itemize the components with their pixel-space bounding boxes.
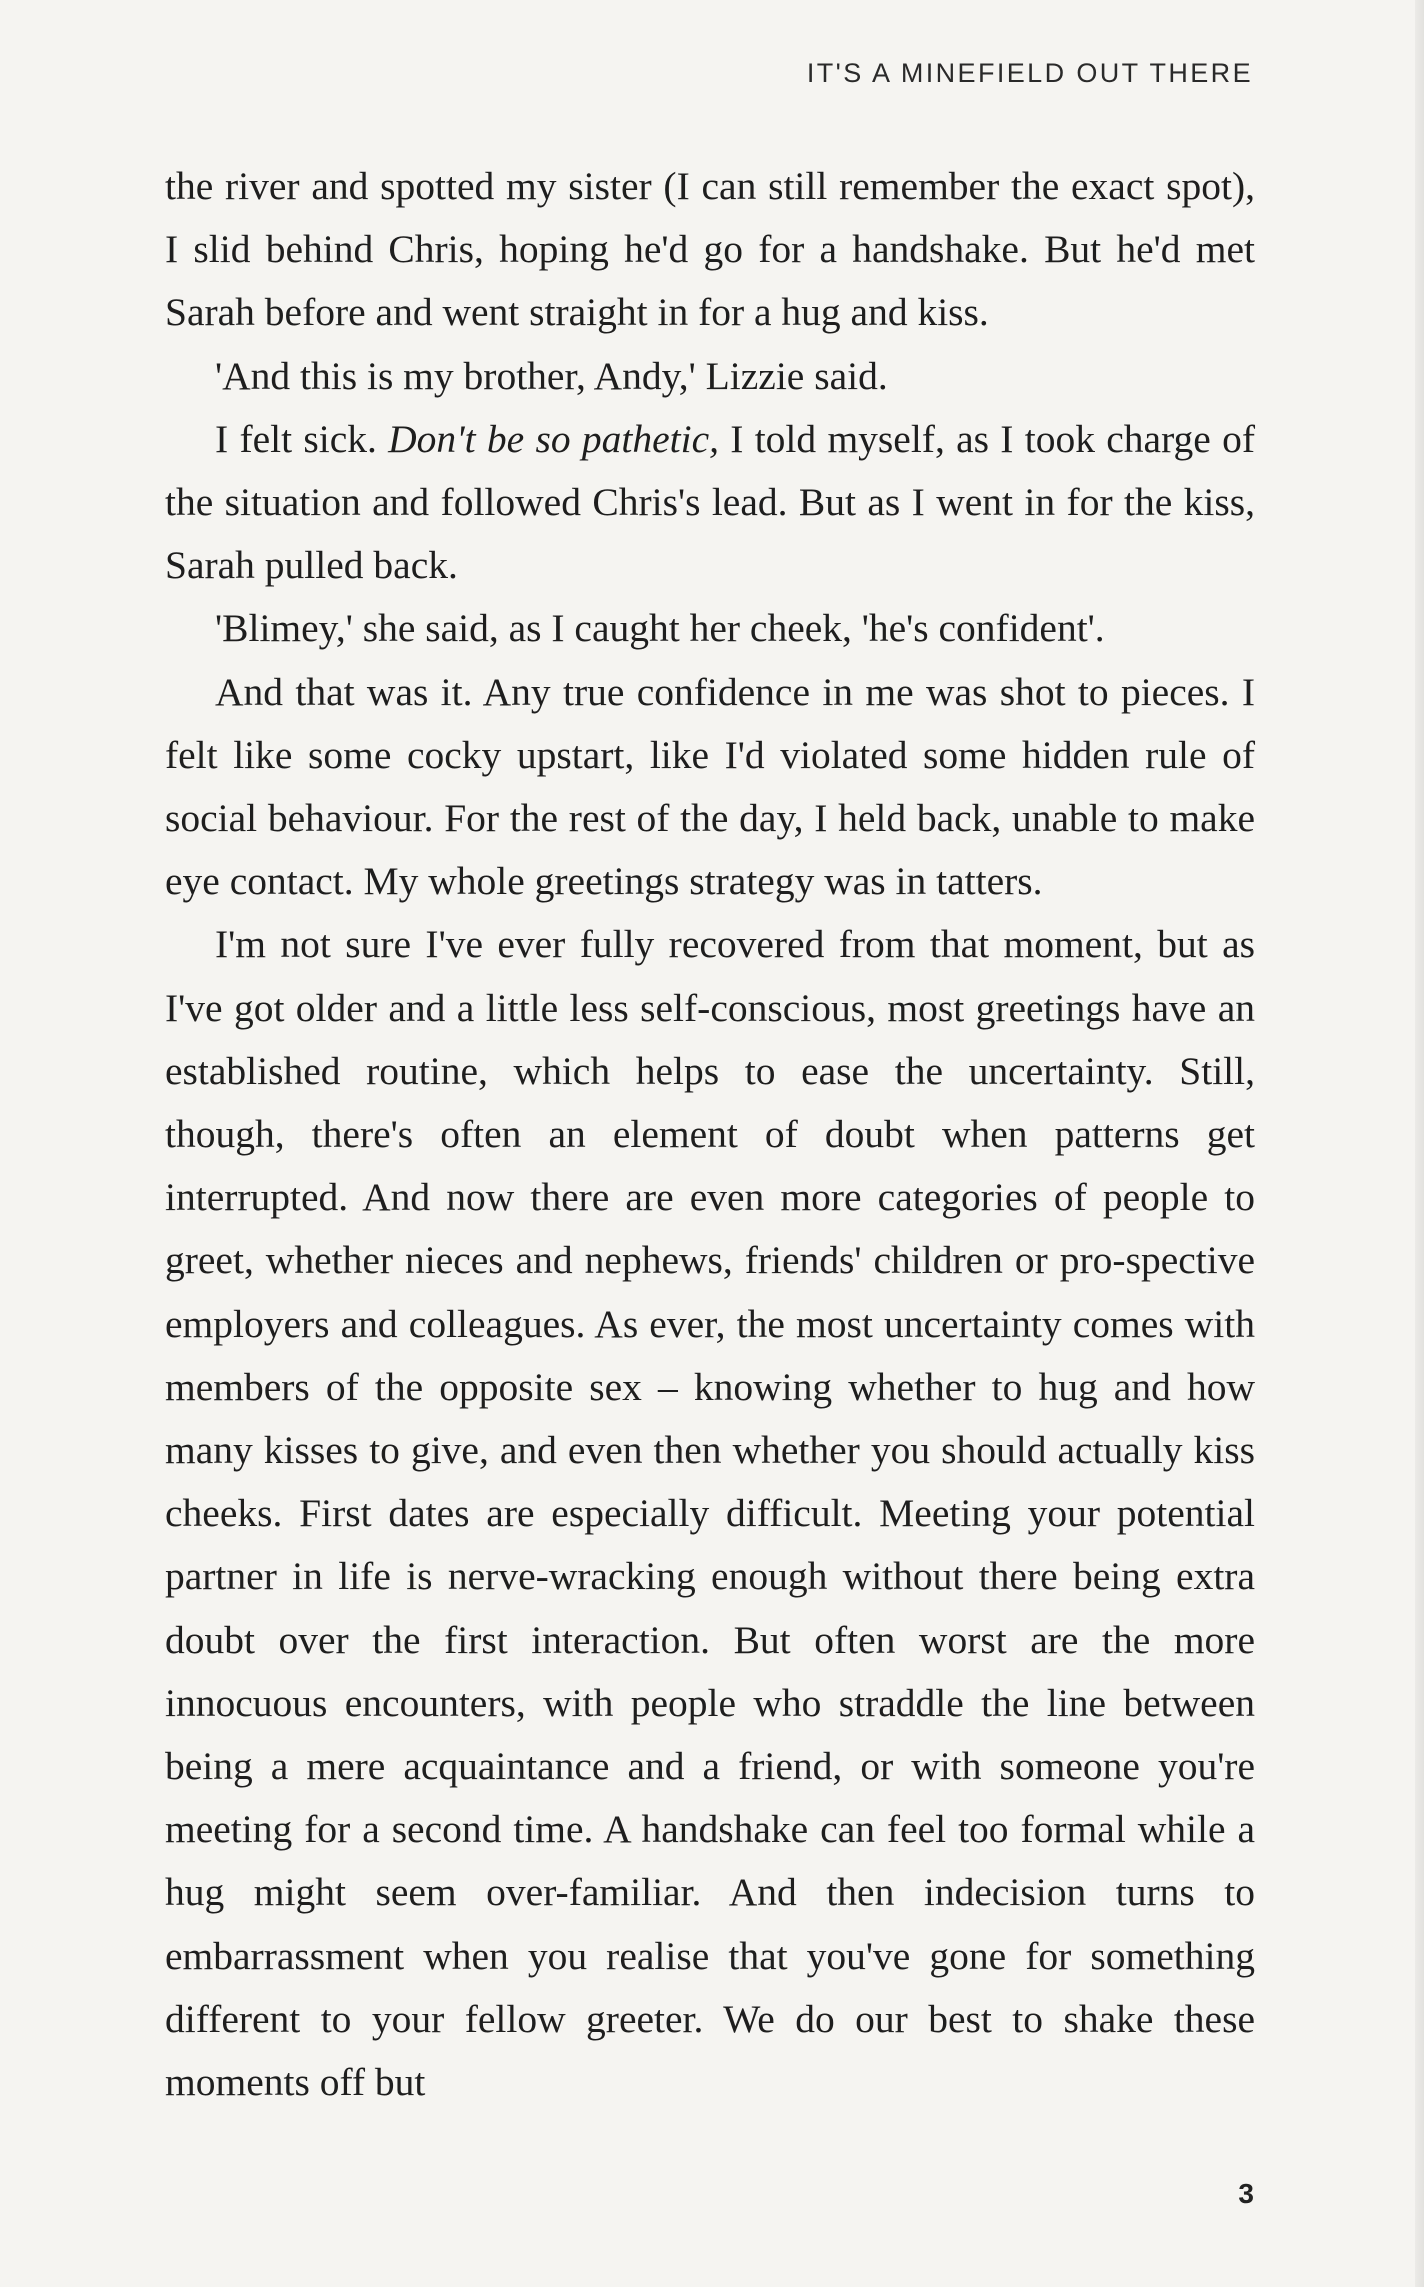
body-text bbox=[165, 155, 1255, 2114]
paragraph-3-lead: I felt sick. bbox=[215, 416, 389, 461]
page-edge bbox=[1415, 0, 1424, 2287]
paragraph-3-rest: I told myself, as I took charge of the situation and followed Chris's lead. But as I went in for the kiss, Sarah pulled back. bbox=[165, 416, 1255, 588]
italic-phrase: Don't be so pathetic, bbox=[388, 416, 719, 461]
paragraph-2: 'And this is my brother, Andy,' Lizzie said. bbox=[215, 353, 888, 398]
running-head: IT'S A MINEFIELD OUT THERE bbox=[806, 58, 1253, 88]
paragraph-1: the river and spotted my sister (I can still remember the exact spot), I slid behind Chris, hoping he'd go for a handshake. But he'd met Sarah before and went straight in for a hug and kiss. bbox=[165, 164, 1255, 335]
paragraph-4: 'Blimey,' she said, as I caught her cheek, 'he's confident'. bbox=[215, 606, 1105, 651]
page-number: 3 bbox=[1238, 2178, 1254, 2209]
paragraph-6: I'm not sure I've ever fully recovered from that moment, but as I've got older and a little less self-conscious, most greetings have an established routine, which helps to ease the uncertainty. Still, though, there's often an element of doubt when patterns get interrupted. And now there are even more categories of people to greet, whether nieces and nephews, friends' children or pro-spective employers and colleagues. As ever, the most uncertainty comes with members of the opposite sex – knowing whether to hug and how many kisses to give, and even then whether you should actually kiss cheeks. First dates are especially difficult. Meeting your potential partner in life is nerve-wracking enough without there being extra doubt over the first interaction. But often worst are the more innocuous encounters, with people who straddle the line between being a mere acquaintance and a friend, or with someone you're meeting for a second time. A handshake can feel too formal while a hug might seem over-familiar. And then indecision turns to embarrassment when you realise that you've gone for something different to your fellow greeter. We do our best to shake these moments off but bbox=[165, 922, 1255, 2105]
paragraph-5: And that was it. Any true confidence in me was shot to pieces. I felt like some cocky upstart, like I'd violated some hidden rule of social behaviour. For the rest of the day, I held back, unable to make eye contact. My whole greetings strategy was in tatters. bbox=[165, 669, 1255, 904]
paragraph-3 bbox=[165, 408, 1255, 598]
